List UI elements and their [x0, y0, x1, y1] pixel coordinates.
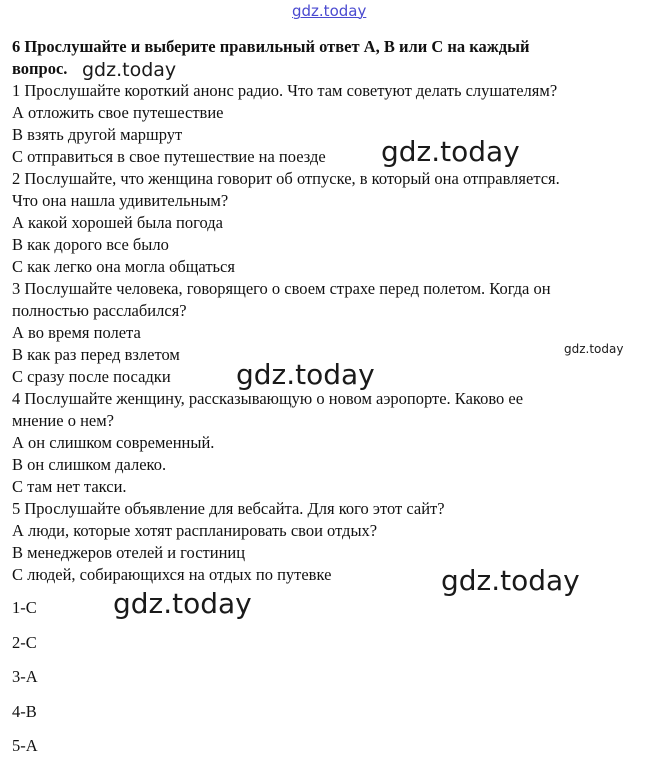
question-3-option-a: А во время полета: [12, 323, 141, 342]
question-5-option-b: В менеджеров отелей и гостиниц: [12, 543, 246, 562]
watermark-top: gdz.today: [292, 2, 367, 20]
question-3-line2: полностью расслабился?: [12, 301, 187, 320]
question-5: 5 Прослушайте объявление для вебсайта. Для кого этот сайт?: [12, 499, 445, 518]
question-2-option-c: С как легко она могла общаться: [12, 257, 235, 276]
question-4-option-c: С там нет такси.: [12, 477, 127, 496]
question-2-option-a: А какой хорошей была погода: [12, 213, 223, 232]
question-3-line1: 3 Послушайте человека, говорящего о своем страхе перед полетом. Когда он: [12, 279, 551, 298]
question-1-option-c: С отправиться в свое путешествие на поезде: [12, 147, 326, 166]
question-4-line2: мнение о нем?: [12, 411, 114, 430]
task-title-line2: вопрос.: [12, 59, 68, 78]
question-1: 1 Прослушайте короткий анонс радио. Что там советуют делать слушателям?: [12, 81, 558, 100]
question-4-option-a: А он слишком современный.: [12, 433, 215, 452]
question-1-option-a: А отложить свое путешествие: [12, 103, 224, 122]
question-3-option-b: В как раз перед взлетом: [12, 345, 180, 364]
question-5-option-c: С людей, собирающихся на отдых по путевке: [12, 565, 332, 584]
question-5-option-a: А люди, которые хотят распланировать свои отдых?: [12, 521, 378, 540]
task-title-line1: 6 Прослушайте и выберите правильный ответ A, B или C на каждый: [12, 37, 530, 56]
answer-4: 4-В: [12, 702, 37, 721]
answer-2: 2-С: [12, 633, 37, 652]
question-2-option-b: В как дорого все было: [12, 235, 169, 254]
watermark-4: gdz.today: [236, 358, 375, 391]
question-1-option-b: В взять другой маршрут: [12, 125, 183, 144]
question-2-line2: Что она нашла удивительным?: [12, 191, 229, 210]
question-3-option-c: С сразу после посадки: [12, 367, 171, 386]
watermark-2: gdz.today: [381, 135, 520, 168]
watermark-3: gdz.today: [564, 342, 624, 356]
answer-1: 1-С: [12, 598, 37, 617]
watermark-1: gdz.today: [82, 59, 177, 81]
watermark-6: gdz.today: [113, 587, 252, 620]
question-2-line1: 2 Послушайте, что женщина говорит об отпуске, в который она отправляется.: [12, 169, 560, 188]
question-4-line1: 4 Послушайте женщину, рассказывающую о новом аэропорте. Каково ее: [12, 389, 524, 408]
answer-5: 5-А: [12, 736, 38, 755]
watermark-5: gdz.today: [441, 564, 580, 597]
answer-3: 3-А: [12, 667, 38, 686]
question-4-option-b: В он слишком далеко.: [12, 455, 167, 474]
